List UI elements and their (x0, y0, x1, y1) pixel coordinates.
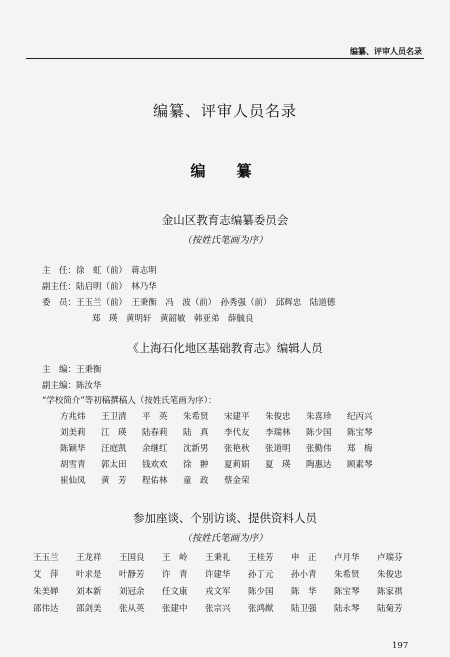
name-entry: 卢瑞芬 (377, 553, 403, 563)
committee1-members-cont: 郑 瑛 黄明轩 黄韶敏 韩亚弟 薛毓良 (92, 314, 254, 324)
name-entry: 徐 翀 (183, 460, 209, 470)
page-number: 197 (392, 641, 409, 651)
name-entry: 朱美婵 (33, 587, 59, 597)
name-entry: 刘美莉 (60, 428, 86, 438)
name-row (60, 410, 388, 422)
name-entry: 陈少国 (306, 428, 332, 438)
committee1-members: 委 员：王玉兰（前） 王秉衡 冯 波（前） 孙秀强（前） 邱辉忠 陆道德 (42, 298, 336, 308)
name-entry: 纪丙兴 (347, 412, 373, 422)
name-entry: 许 青 (162, 570, 188, 580)
name-entry: 张道明 (265, 444, 291, 454)
name-entry: 任文康 (162, 587, 188, 597)
name-entry: 陆春莉 (142, 428, 168, 438)
name-entry: 童 政 (183, 476, 209, 486)
committee2-deputy-editor: 副主编：陈汝华 (42, 381, 102, 391)
name-entry: 王卫清 (101, 412, 127, 422)
name-entry: 戎文军 (205, 587, 231, 597)
name-entry: 陆菊芳 (377, 604, 403, 614)
name-entry: 李瑞林 (265, 428, 291, 438)
name-entry: 顾素琴 (347, 460, 373, 470)
name-entry: 余继红 (142, 444, 168, 454)
name-entry: 程佑林 (142, 476, 168, 486)
name-entry: 钱欢欢 (142, 460, 168, 470)
name-entry: 夏莉娟 (224, 460, 250, 470)
name-entry: 陆永琴 (334, 604, 360, 614)
name-entry: 朱希贤 (183, 412, 209, 422)
committee1-chair: 主 任：徐 虹（前） 蒋志明 (42, 266, 157, 276)
name-entry: 朱俊忠 (265, 412, 291, 422)
name-entry: 王国良 (119, 553, 145, 563)
name-entry: 陆卫强 (291, 604, 317, 614)
committee3-subtitle: （按姓氏笔画为序） (182, 533, 268, 544)
committee3-title: 参加座谈、个别访谈、提供资料人员 (133, 511, 317, 525)
name-row (60, 426, 388, 438)
name-row (60, 474, 265, 486)
name-entry: 陈宝琴 (334, 587, 360, 597)
name-entry: 邵剑美 (76, 604, 102, 614)
name-entry: 陈颖华 (60, 444, 86, 454)
header-rule (26, 58, 424, 59)
committee1-title: 金山区教育志编纂委员会 (161, 213, 289, 227)
name-entry: 江 瑛 (101, 428, 127, 438)
name-entry: 王秉礼 (205, 553, 231, 563)
name-entry: 孙小青 (291, 570, 317, 580)
name-row (60, 458, 388, 470)
name-entry: 陈宝琴 (347, 428, 373, 438)
name-entry: 申 正 (291, 553, 317, 563)
name-entry: 卢月华 (334, 553, 360, 563)
name-entry: 蔡金荣 (224, 476, 250, 486)
name-entry: 平 英 (142, 412, 168, 422)
name-entry: 朱希贤 (334, 570, 360, 580)
name-row (33, 602, 420, 614)
name-entry: 张宗兴 (205, 604, 231, 614)
committee2-chief-editor: 主 编：王秉衡 (42, 365, 102, 375)
name-entry: 王龙祥 (76, 553, 102, 563)
name-entry: 宋建平 (224, 412, 250, 422)
name-entry: 沈新男 (183, 444, 209, 454)
name-entry: 黄 芳 (101, 476, 127, 486)
name-entry: 孙丁元 (248, 570, 274, 580)
name-entry: 陶惠达 (306, 460, 332, 470)
name-entry: 郭太田 (101, 460, 127, 470)
name-entry: 汪庭凯 (101, 444, 127, 454)
name-entry: 张从英 (119, 604, 145, 614)
name-entry: 张建中 (162, 604, 188, 614)
name-row (33, 585, 420, 597)
section-heading: 编 纂 (190, 162, 260, 180)
name-entry: 陈家祺 (377, 587, 403, 597)
running-head: 编纂、评审人员名录 (350, 47, 422, 56)
name-entry: 张艳秋 (224, 444, 250, 454)
name-entry: 李代友 (224, 428, 250, 438)
name-row (33, 568, 420, 580)
name-entry: 朱喜珍 (306, 412, 332, 422)
name-entry: 郑 梅 (347, 444, 373, 454)
name-entry: 崔仙凤 (60, 476, 86, 486)
name-entry: 方兆炜 (60, 412, 86, 422)
name-entry: 张鸿猷 (248, 604, 274, 614)
name-entry: 陆 真 (183, 428, 209, 438)
page-title: 编纂、评审人员名录 (152, 102, 297, 120)
committee2-title: 《上海石化地区基础教育志》编辑人员 (127, 341, 323, 355)
name-entry: 朱俊忠 (377, 570, 403, 580)
committee2-writers-label: “学校简介”等初稿撰稿人（按姓氏笔画为序）： (42, 396, 217, 406)
name-entry: 王 岭 (162, 553, 188, 563)
name-entry: 陈少国 (248, 587, 274, 597)
name-entry: 张勤伟 (306, 444, 332, 454)
name-entry: 胡雪青 (60, 460, 86, 470)
name-entry: 王玉兰 (33, 553, 59, 563)
name-row (33, 551, 420, 563)
name-entry: 夏 瑛 (265, 460, 291, 470)
name-row (60, 442, 388, 454)
name-entry: 叶静芳 (119, 570, 145, 580)
name-entry: 许建华 (205, 570, 231, 580)
name-entry: 邵伟达 (33, 604, 59, 614)
name-entry: 艾 萍 (33, 570, 59, 580)
name-entry: 刘本新 (76, 587, 102, 597)
committee1-vice-chair: 副主任：陆启明（前） 林乃华 (42, 282, 157, 292)
name-entry: 王桂芳 (248, 553, 274, 563)
name-entry: 陈 华 (291, 587, 317, 597)
committee1-subtitle: （按姓氏笔画为序） (182, 235, 268, 246)
name-entry: 刘冠余 (119, 587, 145, 597)
name-entry: 叶求是 (76, 570, 102, 580)
